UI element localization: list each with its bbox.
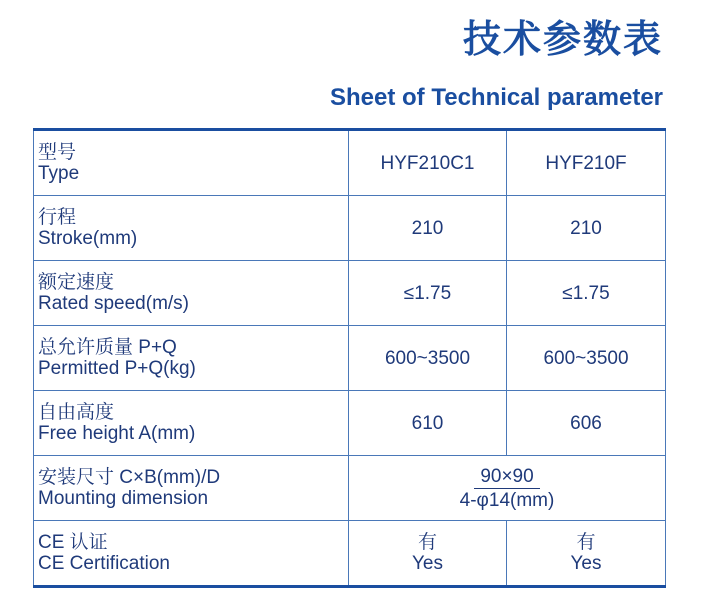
row-label xyxy=(34,261,349,326)
row-label-en: Mounting dimension xyxy=(38,488,209,509)
ce-value-cn: 有 xyxy=(576,532,596,553)
row-label-en: Stroke(mm) xyxy=(38,228,138,249)
title-english: Sheet of Technical parameter xyxy=(330,84,663,111)
table-row-stroke xyxy=(34,196,666,261)
table-row-type xyxy=(34,130,666,196)
row-label-en: Rated speed(m/s) xyxy=(38,293,190,314)
row-label-en: Type xyxy=(38,163,80,184)
technical-parameter-table xyxy=(33,128,666,588)
model-f-cell: HYF210F xyxy=(507,130,666,196)
row-label xyxy=(34,326,349,391)
row-label xyxy=(34,456,349,521)
row-label-en: Permitted P+Q(kg) xyxy=(38,358,196,379)
table-row-ce-certification xyxy=(34,521,666,587)
title-chinese: 技术参数表 xyxy=(462,17,663,61)
row-label xyxy=(34,391,349,456)
value-cell: 600~3500 xyxy=(349,326,507,391)
value-cell: 210 xyxy=(507,196,666,261)
value-cell xyxy=(507,521,666,587)
mounting-dimension-cell xyxy=(349,456,666,521)
row-label xyxy=(34,196,349,261)
value-cell: 606 xyxy=(507,391,666,456)
table-row-free-height xyxy=(34,391,666,456)
mounting-size: 90×90 xyxy=(474,466,539,489)
row-label-cn: 自由高度 xyxy=(38,402,115,423)
row-label-en: CE Certification xyxy=(38,553,170,574)
ce-value-cn: 有 xyxy=(417,532,437,553)
row-label-cn: 安装尺寸 C×B(mm)/D xyxy=(38,467,221,488)
mounting-holes: 4-φ14(mm) xyxy=(459,489,555,511)
row-label xyxy=(34,521,349,587)
row-label-cn: 行程 xyxy=(38,207,77,228)
table-row-rated-speed xyxy=(34,261,666,326)
value-cell: ≤1.75 xyxy=(349,261,507,326)
value-cell: ≤1.75 xyxy=(507,261,666,326)
row-label-cn: 型号 xyxy=(38,142,77,163)
value-cell: 600~3500 xyxy=(507,326,666,391)
row-label-cn: CE 认证 xyxy=(38,532,108,553)
model-c1-cell: HYF210C1 xyxy=(349,130,507,196)
value-cell: 210 xyxy=(349,196,507,261)
table-row-mounting-dimension xyxy=(34,456,666,521)
ce-value-en: Yes xyxy=(412,553,443,574)
ce-value-en: Yes xyxy=(570,553,602,574)
row-label xyxy=(34,130,349,196)
row-label-cn: 总允许质量 P+Q xyxy=(38,337,177,358)
table-row-permitted-mass xyxy=(34,326,666,391)
value-cell: 610 xyxy=(349,391,507,456)
value-cell xyxy=(349,521,507,587)
row-label-en: Free height A(mm) xyxy=(38,423,196,444)
row-label-cn: 额定速度 xyxy=(38,272,115,293)
